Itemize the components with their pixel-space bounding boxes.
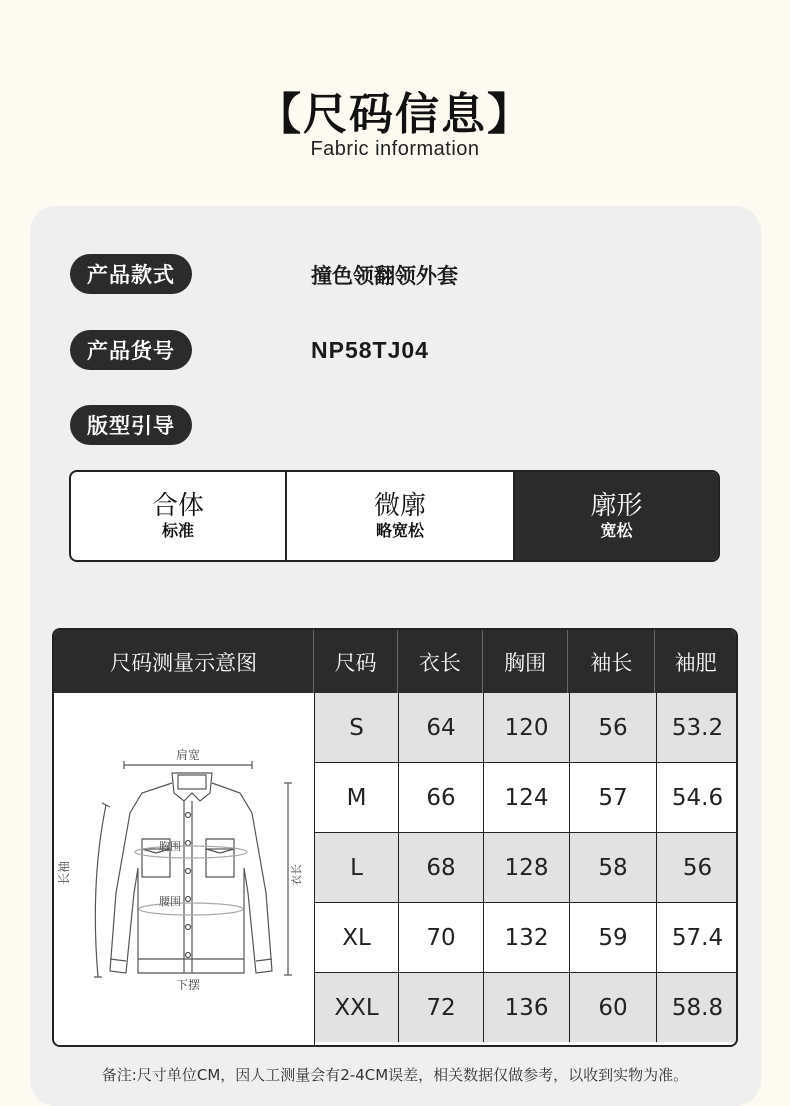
sleeve-length-cell: 58	[570, 833, 657, 902]
sleeve-width-cell: 54.6	[671, 784, 724, 811]
chest-cell: 132	[484, 903, 570, 972]
fit-guide-label-badge: 版型引导	[70, 405, 192, 445]
jacket-sketch-icon	[54, 693, 313, 1045]
sleeve-length-cell: 59	[570, 903, 657, 972]
fit-option-sub: 宽松	[600, 521, 633, 540]
fit-option-sub: 略宽松	[375, 521, 424, 540]
column-header: 胸围	[483, 630, 569, 693]
sleeve-length-cell: 56	[570, 693, 657, 762]
size-cell: L	[315, 833, 399, 902]
page-subtitle: Fabric information	[310, 138, 480, 160]
style-label-badge: 产品款式	[70, 254, 192, 294]
size-cell: S	[315, 693, 399, 762]
diagram-label-shoulder: 肩宽	[175, 748, 201, 762]
diagram-header: 尺码测量示意图	[54, 630, 314, 693]
diagram-label-sleeve: 长袖	[57, 860, 71, 886]
sleeve-width-cell: 58.8	[671, 994, 724, 1021]
column-header: 袖肥	[674, 650, 717, 675]
sleeve-width-cell: 57.4	[671, 924, 724, 951]
diagram-label-length: 衣长	[290, 864, 303, 886]
size-table-header	[54, 630, 736, 693]
size-cell: XXL	[315, 973, 399, 1042]
length-cell: 64	[399, 693, 484, 762]
table-row	[315, 833, 738, 903]
sleeve-width-cell: 53.2	[671, 714, 724, 741]
chest-cell: 124	[484, 763, 570, 832]
page-title: 【尺码信息】	[257, 89, 533, 140]
length-cell: 70	[399, 903, 484, 972]
fit-option-main: 合体	[151, 491, 204, 521]
sleeve-width-cell: 56	[682, 854, 713, 881]
footer-note: 备注:尺寸单位CM，因人工测量会有2-4CM误差，相关数据仅做参考，以收到实物为准。	[101, 1066, 689, 1084]
size-cell: XL	[315, 903, 399, 972]
table-row	[315, 693, 738, 763]
size-rows	[315, 693, 738, 1042]
column-header: 衣长	[398, 630, 483, 693]
code-value: NP58TJ04	[311, 337, 429, 363]
length-cell: 72	[399, 973, 484, 1042]
chest-cell: 136	[484, 973, 570, 1042]
style-value: 撞色领翻领外套	[311, 264, 458, 288]
fit-option-sub: 标准	[161, 521, 194, 540]
diagram-label-waist: 腰围	[159, 895, 181, 908]
chest-cell: 120	[484, 693, 570, 762]
table-row	[315, 903, 738, 973]
sleeve-length-cell: 60	[570, 973, 657, 1042]
column-header: 尺码	[314, 630, 398, 693]
length-cell: 66	[399, 763, 484, 832]
diagram-label-hem: 下摆	[175, 978, 201, 992]
fit-option-main: 廓形	[590, 491, 643, 521]
size-cell: M	[315, 763, 399, 832]
sleeve-length-cell: 57	[570, 763, 657, 832]
measurement-diagram	[54, 693, 315, 1047]
size-table	[52, 628, 738, 1047]
fit-option-loose	[515, 472, 718, 560]
table-row	[315, 973, 738, 1042]
fit-option-main: 微廓	[373, 491, 426, 521]
table-row	[315, 763, 738, 833]
column-header: 袖长	[568, 630, 655, 693]
chest-cell: 128	[484, 833, 570, 902]
fit-selector	[69, 470, 720, 562]
fit-option-slightly-loose	[287, 472, 515, 560]
diagram-label-chest: 胸围	[159, 840, 181, 853]
fit-option-standard	[71, 472, 287, 560]
code-label-badge: 产品货号	[70, 330, 192, 370]
length-cell: 68	[399, 833, 484, 902]
